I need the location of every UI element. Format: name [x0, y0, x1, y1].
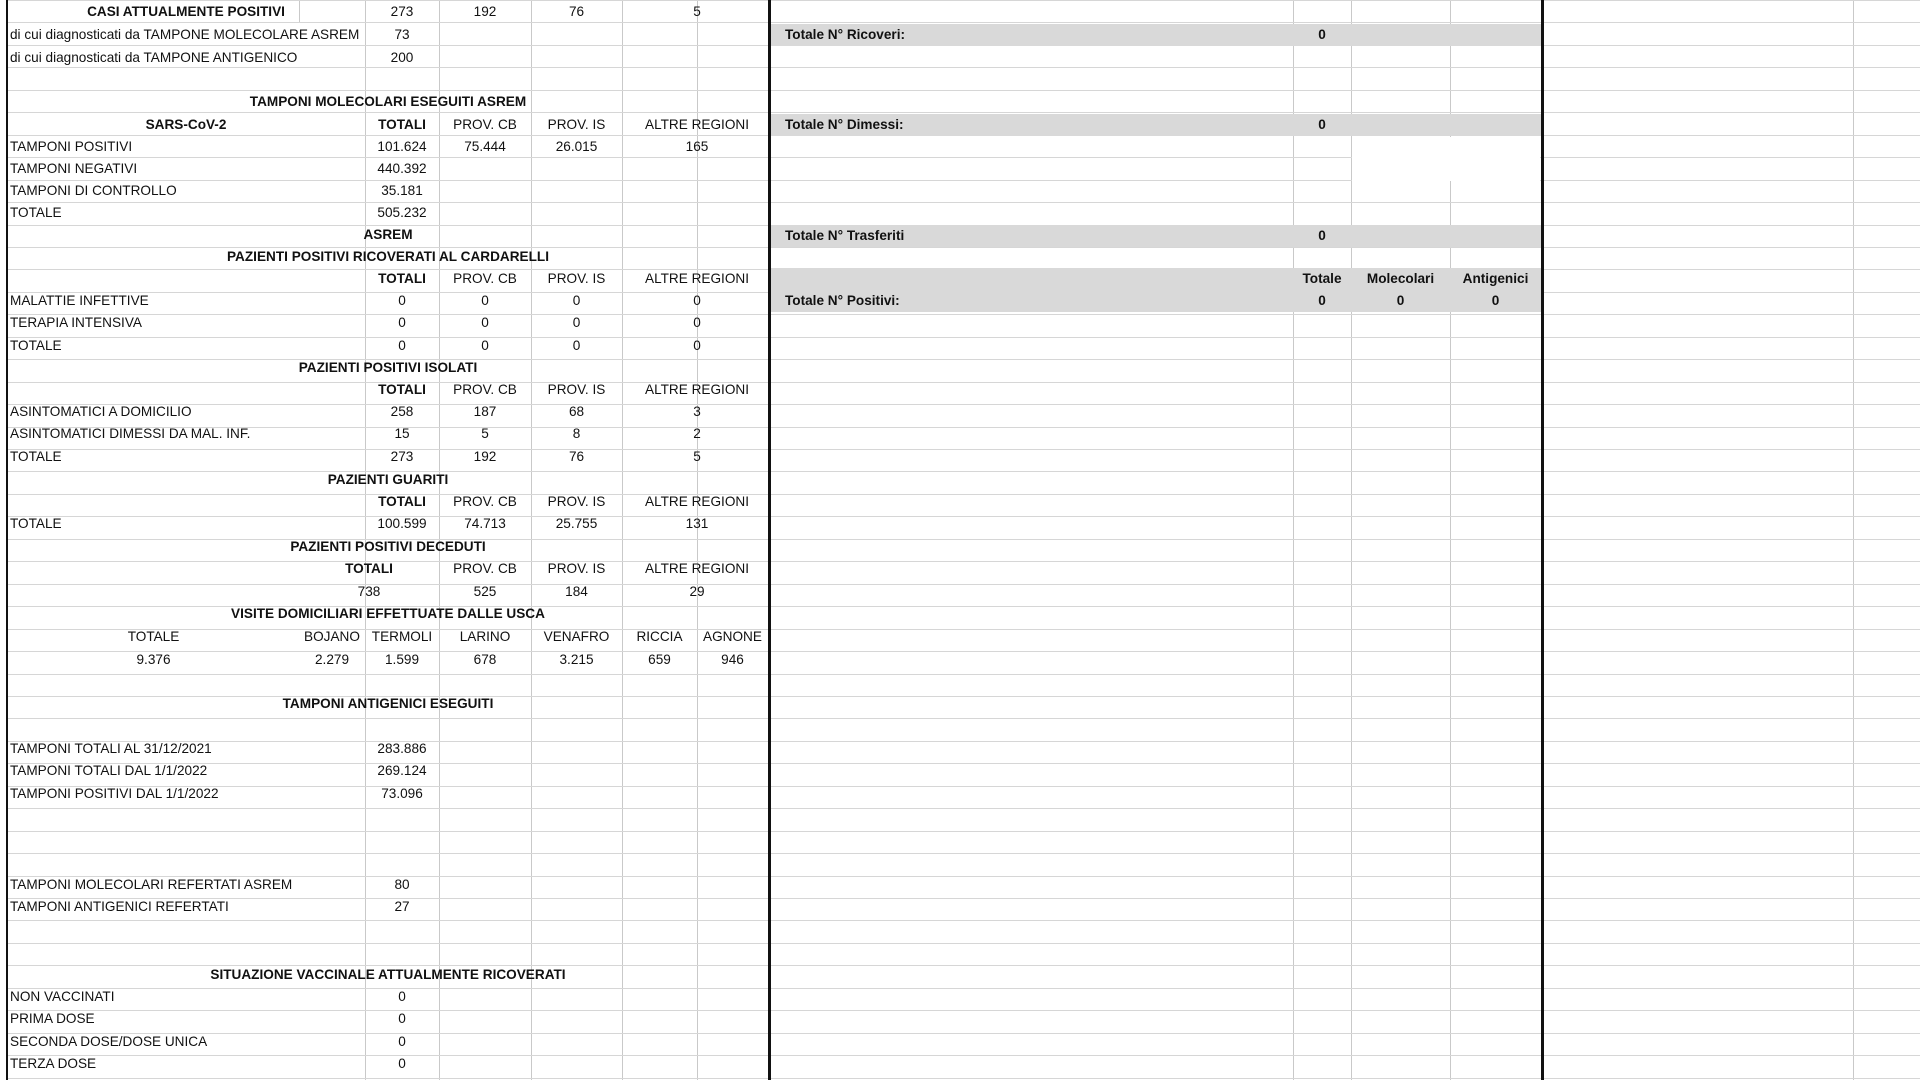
deceduti-value-altre: 29	[689, 584, 705, 599]
usca-header: VENAFRO	[543, 629, 610, 644]
table-cell: 258	[390, 404, 414, 419]
table-cell: 0	[693, 293, 701, 308]
table-cell	[439, 158, 531, 180]
molecolari-title: TAMPONI MOLECOLARI ESEGUITI ASREM	[249, 94, 527, 109]
table-cell: 0	[481, 337, 489, 353]
table-cell: 0	[572, 337, 581, 353]
table-header: PROV. CB	[453, 494, 517, 509]
table-cell	[622, 158, 772, 180]
positivi-value-antigenici: 0	[1491, 293, 1500, 308]
table-header: ALTRE REGIONI	[645, 494, 749, 509]
vaccinale-value: 0	[398, 1056, 406, 1072]
positivi-header-molecolari: Molecolari	[1366, 271, 1435, 286]
antigenici-value: 73.096	[381, 785, 423, 801]
casi-value-altre: 5	[693, 4, 701, 19]
vaccinale-label: NON VACCINATI	[10, 989, 115, 1004]
molecolari-header-is: PROV. IS	[547, 117, 606, 132]
table-row-label: MALATTIE INFETTIVE	[10, 293, 149, 308]
table-cell: 0	[398, 293, 406, 308]
table-cell	[622, 202, 772, 224]
table-cell: 0	[693, 315, 701, 331]
guariti-title: PAZIENTI GUARITI	[327, 472, 449, 487]
table-cell: 26.015	[555, 139, 598, 154]
usca-value: 678	[473, 652, 497, 667]
vaccinale-label: SECONDA DOSE/DOSE UNICA	[10, 1033, 208, 1049]
table-cell: 505.232	[377, 205, 427, 220]
casi-value-totali: 273	[390, 4, 414, 19]
ricoveri-label: Totale N° Ricoveri:	[785, 27, 906, 42]
positivi-label: Totale N° Positivi:	[785, 293, 900, 308]
table-row-label: TOTALE	[10, 448, 62, 464]
table-cell: 2	[693, 426, 701, 442]
asrem-title: ASREM	[363, 227, 413, 242]
refertati-label: TAMPONI MOLECOLARI REFERTATI ASREM	[10, 877, 293, 892]
table-cell: 0	[481, 315, 489, 331]
ricoveri-value: 0	[1318, 27, 1326, 42]
usca-value: 946	[721, 652, 744, 667]
ricoverati-title: PAZIENTI POSITIVI RICOVERATI AL CARDARELLI	[227, 249, 549, 264]
table-cell: 75.444	[464, 139, 506, 154]
table-cell: 0	[572, 315, 581, 331]
grid-line	[8, 561, 1920, 562]
section-divider	[1541, 0, 1544, 1080]
table-row-label: TAMPONI DI CONTROLLO	[10, 183, 177, 198]
grid-line	[8, 382, 1920, 383]
table-cell: 25.755	[555, 516, 598, 531]
table-row-label: TERAPIA INTENSIVA	[10, 315, 142, 331]
table-row-label: TAMPONI POSITIVI	[10, 139, 133, 154]
table-row-label: TOTALE	[10, 205, 62, 220]
casi-row-label: di cui diagnosticati da TAMPONE ANTIGENICO	[10, 50, 298, 65]
table-cell: 0	[398, 337, 406, 353]
molecolari-header-totali: TOTALI	[378, 117, 426, 132]
table-cell: 74.713	[464, 516, 506, 531]
table-cell: 187	[473, 404, 497, 419]
table-header: PROV. IS	[547, 382, 606, 397]
table-cell	[531, 158, 622, 180]
table-cell: 15	[394, 426, 410, 442]
usca-value: 2.279	[314, 652, 350, 667]
deceduti-title: PAZIENTI POSITIVI DECEDUTI	[290, 539, 486, 554]
table-cell: 5	[693, 448, 701, 464]
table-cell: 192	[473, 448, 497, 464]
table-header: PROV. IS	[547, 271, 606, 286]
usca-header: RICCIA	[636, 629, 683, 644]
grid-line	[8, 494, 1920, 495]
trasferiti-value: 0	[1318, 228, 1326, 243]
table-cell: 165	[685, 139, 709, 154]
refertati-value: 27	[394, 899, 410, 915]
table-header: PROV. CB	[453, 382, 517, 397]
grid-line	[8, 718, 1920, 719]
usca-value: 1.599	[384, 652, 420, 667]
grid-line	[1853, 0, 1854, 1080]
usca-header: TERMOLI	[371, 629, 433, 644]
table-cell	[439, 180, 531, 202]
deceduti-value-cb: 525	[473, 584, 497, 599]
table-cell	[439, 202, 531, 224]
table-cell: 0	[481, 293, 489, 308]
antigenici-label: TAMPONI TOTALI AL 31/12/2021	[10, 741, 212, 756]
antigenici-label: TAMPONI POSITIVI DAL 1/1/2022	[10, 785, 219, 801]
table-header: TOTALI	[378, 271, 426, 286]
molecolari-header-cb: PROV. CB	[453, 117, 517, 132]
table-cell: 35.181	[381, 183, 423, 198]
table-row-label: ASINTOMATICI A DOMICILIO	[10, 404, 192, 419]
casi-row-label: di cui diagnosticati da TAMPONE MOLECOLARE ASREM	[10, 27, 360, 42]
table-cell: 0	[398, 315, 406, 331]
table-header: TOTALI	[378, 382, 426, 397]
deceduti-header-cb: PROV. CB	[453, 561, 517, 576]
vaccinale-value: 0	[398, 989, 406, 1004]
casi-row-value: 200	[390, 50, 414, 65]
usca-title: VISITE DOMICILIARI EFFETTUATE DALLE USCA	[231, 606, 545, 621]
isolati-title: PAZIENTI POSITIVI ISOLATI	[298, 360, 478, 375]
table-row-label: TOTALE	[10, 516, 62, 531]
usca-value: 3.215	[559, 652, 594, 667]
vaccinale-value: 0	[398, 1033, 406, 1049]
grid-line	[8, 831, 1920, 832]
deceduti-value-totali: 738	[357, 584, 381, 599]
usca-header: BOJANO	[304, 629, 360, 644]
grid-line	[8, 584, 1920, 585]
usca-header: TOTALE	[127, 629, 180, 644]
vaccinale-label: PRIMA DOSE	[10, 1011, 95, 1027]
deceduti-header-totali: TOTALI	[345, 561, 393, 576]
vaccinale-label: TERZA DOSE	[10, 1056, 97, 1072]
table-cell: 3	[693, 404, 701, 419]
molecolari-col-label: SARS-CoV-2	[145, 117, 227, 132]
table-cell: 0	[693, 337, 701, 353]
table-cell: 0	[572, 293, 581, 308]
grid-line	[1293, 0, 1294, 1080]
grid-line	[8, 943, 1920, 944]
refertati-label: TAMPONI ANTIGENICI REFERTATI	[10, 899, 229, 915]
usca-value: 659	[648, 652, 671, 667]
table-cell	[622, 180, 772, 202]
table-cell: 100.599	[377, 516, 427, 531]
vaccinale-value: 0	[398, 1011, 406, 1027]
grid-line	[8, 853, 1920, 854]
positivi-header-totale: Totale	[1302, 271, 1342, 286]
grid-line	[8, 1078, 1920, 1079]
casi-value-cb: 192	[473, 4, 497, 19]
deceduti-header-altre: ALTRE REGIONI	[645, 561, 749, 576]
antigenici-label: TAMPONI TOTALI DAL 1/1/2022	[10, 763, 208, 779]
positivi-value-molecolari: 0	[1396, 293, 1405, 308]
table-header: ALTRE REGIONI	[645, 382, 749, 397]
table-cell: 68	[568, 404, 585, 419]
grid-line	[8, 674, 1920, 675]
table-cell	[531, 180, 622, 202]
table-cell: 76	[568, 448, 585, 464]
usca-header: AGNONE	[703, 629, 762, 644]
trasferiti-label: Totale N° Trasferiti	[785, 228, 905, 243]
table-cell: 131	[685, 516, 709, 531]
casi-row-value: 73	[394, 27, 410, 42]
table-row-label: TAMPONI NEGATIVI	[10, 161, 138, 176]
molecolari-header-altre: ALTRE REGIONI	[645, 117, 749, 132]
antigenici-title: TAMPONI ANTIGENICI ESEGUITI	[282, 696, 494, 711]
positivi-header-antigenici: Antigenici	[1462, 271, 1529, 286]
grid-line	[8, 920, 1920, 921]
vaccinale-title: SITUAZIONE VACCINALE ATTUALMENTE RICOVERATI	[210, 967, 566, 982]
table-cell: 440.392	[377, 161, 427, 176]
positivi-value-totale: 0	[1318, 293, 1326, 308]
usca-value: 9.376	[136, 652, 171, 667]
deceduti-value-is: 184	[565, 584, 588, 599]
antigenici-value: 283.886	[377, 741, 427, 756]
casi-header: CASI ATTUALMENTE POSITIVI	[87, 4, 285, 19]
grid-line	[8, 808, 1920, 809]
table-header: TOTALI	[378, 494, 426, 509]
table-cell	[531, 202, 622, 224]
table-cell: 101.624	[377, 139, 427, 154]
table-row-label: ASINTOMATICI DIMESSI DA MAL. INF.	[10, 426, 251, 442]
deceduti-header-is: PROV. IS	[547, 561, 606, 576]
refertati-value: 80	[394, 877, 410, 892]
antigenici-value: 269.124	[377, 763, 427, 779]
table-cell: 273	[390, 448, 414, 464]
blank-cell-block	[1352, 137, 1540, 181]
dimessi-value: 0	[1318, 117, 1326, 132]
usca-header: LARINO	[459, 629, 511, 644]
table-header: ALTRE REGIONI	[645, 271, 749, 286]
casi-value-is: 76	[568, 4, 585, 19]
table-cell: 5	[481, 426, 489, 442]
table-row-label: TOTALE	[10, 337, 62, 353]
table-header: PROV. CB	[453, 271, 517, 286]
dimessi-label: Totale N° Dimessi:	[785, 117, 904, 132]
table-header: PROV. IS	[547, 494, 606, 509]
table-cell: 8	[572, 426, 581, 442]
